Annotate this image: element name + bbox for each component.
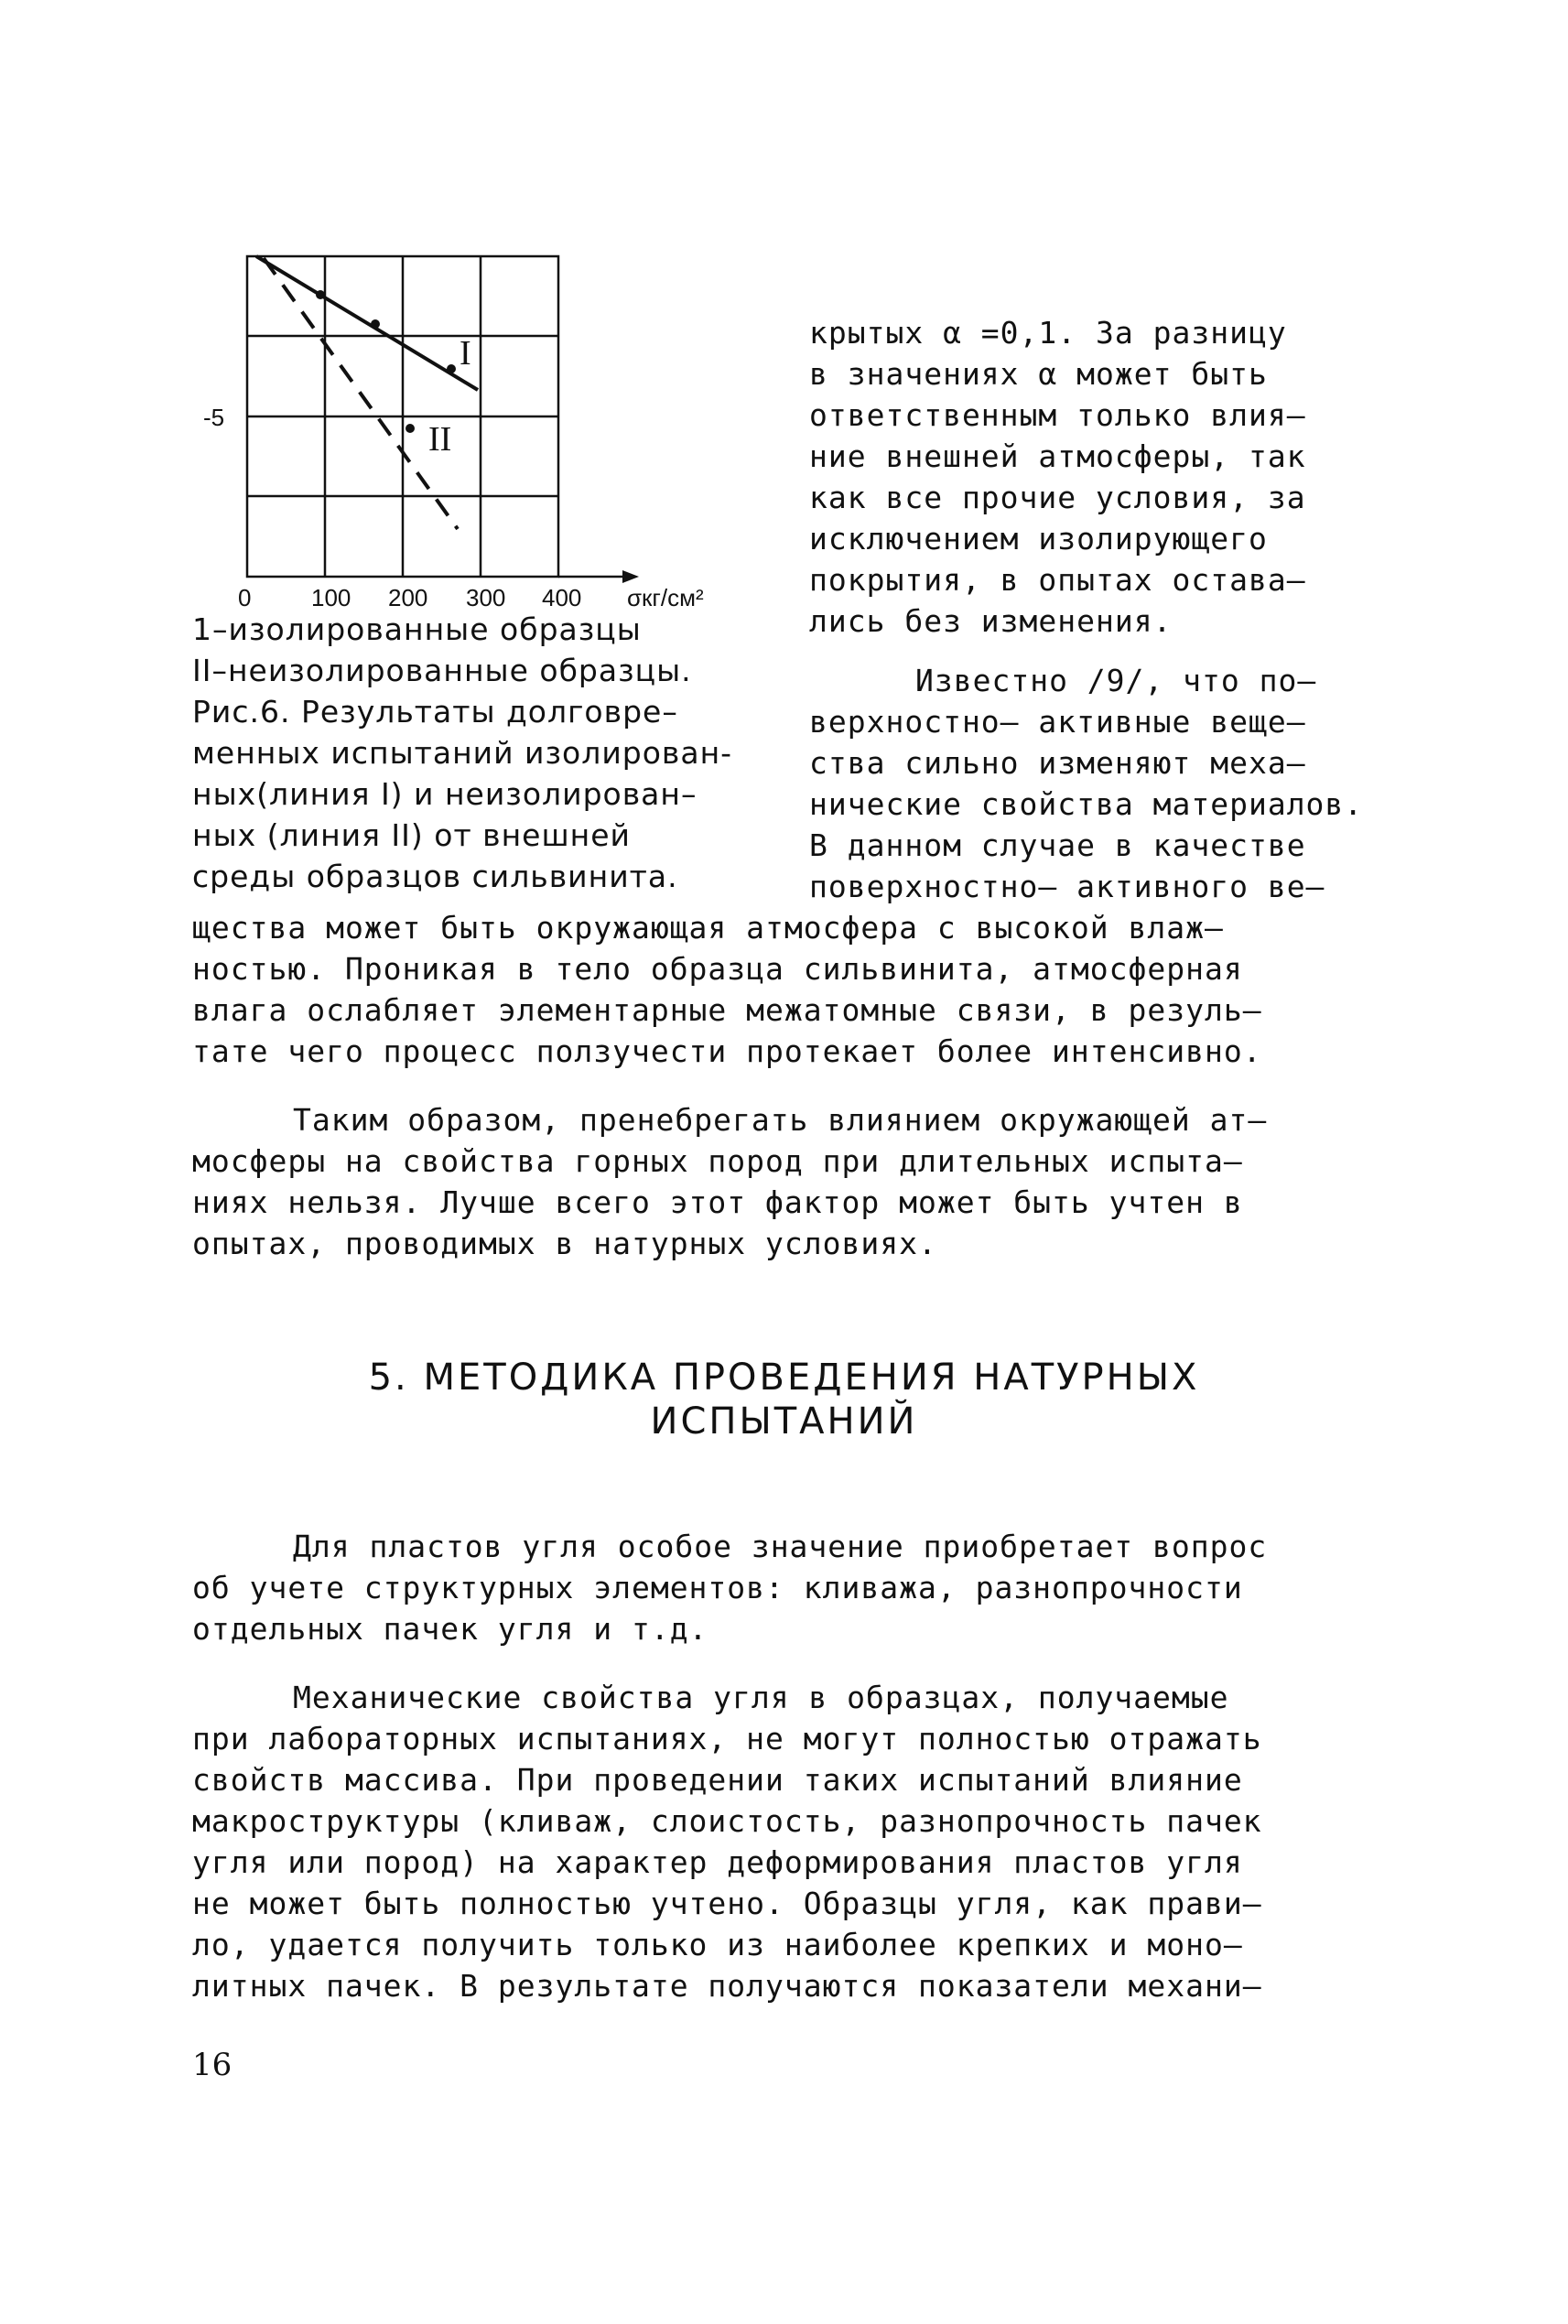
x-tick-label: 400 (542, 584, 582, 611)
text-line: ло, удается получить только из наиболее крепких и моно– (192, 1927, 1243, 1962)
text-line: лись без изменения. (809, 603, 1173, 639)
y-tick-label: -5 (203, 404, 225, 431)
text-line: не может быть полностью учтено. Образцы угля, как прави– (192, 1886, 1262, 1921)
text-line: Известно /9/, что по– (915, 663, 1317, 698)
text-line: ние внешней атмосферы, так (809, 438, 1306, 474)
x-tick-label: 100 (311, 584, 351, 611)
text-line: ностью. Проникая в тело образца сильвинита, атмосферная (192, 951, 1243, 987)
text-line: макроструктуры (кливаж, слоистость, разнопрочность пачек (192, 1803, 1262, 1839)
text-line: при лабораторных испытаниях, не могут полностью отражать (192, 1721, 1262, 1757)
caption-line: Рис.6. Результаты долговре– (192, 694, 678, 730)
text-line: исключением изолирующего (809, 521, 1268, 557)
data-point (406, 424, 415, 433)
caption-line: 1–изолированные образцы (192, 611, 642, 647)
text-line: Таким образом, пренебрегать влиянием окружающей ат– (293, 1102, 1268, 1138)
text-line: щества может быть окружающая атмосфера с высокой влаж– (192, 910, 1224, 946)
text-line: свойств массива. При проведении таких испытаний влияние (192, 1762, 1243, 1798)
data-points (316, 290, 456, 433)
text-line: мосферы на свойства горных пород при длительных испыта– (192, 1143, 1243, 1179)
series-line-2 (264, 258, 458, 529)
caption-line: II–неизолированные образцы. (192, 653, 692, 688)
text-line: как все прочие условия, за (809, 480, 1306, 515)
text-line: крытых α =0,1. За разницу (809, 315, 1287, 351)
line-label-1: I (460, 334, 471, 373)
text-line: нические свойства материалов. (809, 786, 1364, 822)
text-line: опытах, проводимых в натурных условиях. (192, 1226, 937, 1261)
text-line: тате чего процесс ползучести протекает более интенсивно. (192, 1033, 1262, 1069)
text-line: верхностно– активные веще– (809, 704, 1306, 740)
data-point (316, 290, 325, 299)
text-line: в значениях α может быть (809, 356, 1268, 392)
caption-line: менных испытаний изолирован- (192, 735, 733, 771)
heading-line: 5. МЕТОДИКА ПРОВЕДЕНИЯ НАТУРНЫХ (368, 1357, 1200, 1399)
text-line: литных пачек. В результате получаются показатели механи– (192, 1968, 1262, 2004)
data-point (447, 364, 456, 373)
x-axis-unit: σкг/см² (627, 584, 704, 611)
text-line: об учете структурных элементов: кливажа, разнопрочности (192, 1570, 1243, 1605)
text-line: ниях нельзя. Лучше всего этот фактор может быть учтен в (192, 1184, 1243, 1220)
text-line: В данном случае в качестве (809, 827, 1306, 863)
caption-line: ных(линия I) и неизолирован– (192, 776, 697, 812)
text-line: поверхностно– активного ве– (809, 869, 1325, 904)
text-line: ства сильно изменяют меха– (809, 745, 1306, 781)
line-label-2: II (428, 420, 452, 459)
x-axis-arrow (622, 570, 639, 583)
creep-chart (183, 238, 769, 622)
caption-line: среды образцов сильвинита. (192, 859, 678, 894)
text-line: Для пластов угля особое значение приобретает вопрос (293, 1529, 1268, 1564)
page-number: 16 (192, 2047, 232, 2083)
x-tick-label: 200 (388, 584, 428, 611)
chart-grid (247, 256, 632, 577)
text-line: Механические свойства угля в образцах, получаемые (293, 1680, 1229, 1715)
heading-line: ИСПЫТАНИЙ (650, 1400, 918, 1443)
series-line-1 (256, 256, 478, 390)
caption-line: ных (линия II) от внешней (192, 817, 632, 853)
data-point (371, 319, 380, 329)
text-line: покрытия, в опытах остава– (809, 562, 1306, 598)
text-line: влага ослабляет элементарные межатомные связи, в резуль– (192, 992, 1262, 1028)
x-tick-label: 300 (466, 584, 506, 611)
x-tick-label: 0 (238, 584, 252, 611)
text-line: угля или пород) на характер деформирования пластов угля (192, 1844, 1243, 1880)
text-line: ответственным только влия– (809, 397, 1306, 433)
text-line: отдельных пачек угля и т.д. (192, 1611, 708, 1647)
